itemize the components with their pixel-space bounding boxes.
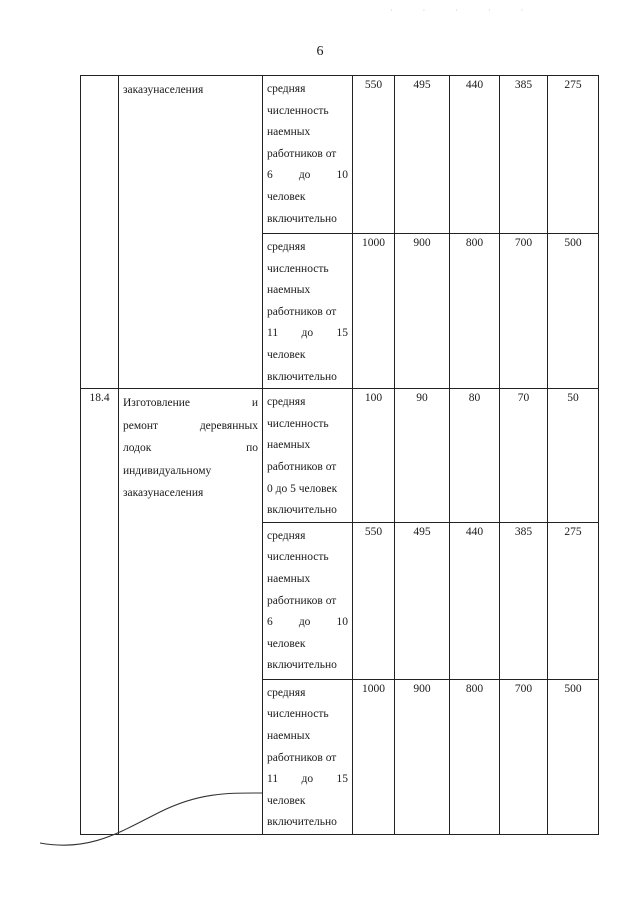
criterion-line: включительно <box>267 212 337 225</box>
coefficient-value: 50 <box>548 389 599 523</box>
criterion-line: средняя <box>267 529 306 542</box>
service-name-line: ремонт деревянных <box>123 419 258 432</box>
service-name <box>119 76 263 389</box>
table-body <box>81 76 599 835</box>
employee-count-criterion <box>263 679 353 834</box>
coefficient-value: 440 <box>450 522 500 679</box>
criterion-line: человек <box>267 348 306 361</box>
criterion-line: наемных <box>267 729 311 742</box>
criterion-line: работников от <box>267 594 337 607</box>
criterion-line: наемных <box>267 284 311 297</box>
criterion-line: работников от <box>267 460 337 473</box>
coefficient-value: 500 <box>548 679 599 834</box>
service-name <box>119 389 263 835</box>
item-number <box>81 76 119 389</box>
criterion-line: численность <box>267 262 329 275</box>
criterion-line: численность <box>267 708 329 721</box>
service-name-line: индивидуальному <box>123 464 212 477</box>
employee-count-criterion <box>263 76 353 234</box>
criterion-line: численность <box>267 104 329 117</box>
coefficient-value: 80 <box>450 389 500 523</box>
coefficient-value: 550 <box>353 522 395 679</box>
service-name-line: Изготовление и <box>123 397 258 410</box>
criterion-line: средняя <box>267 83 306 95</box>
criterion-line: наемных <box>267 439 311 452</box>
coefficient-value: 800 <box>450 679 500 834</box>
criterion-line: 0 до 5 человек <box>267 482 338 495</box>
employee-count-criterion <box>263 234 353 389</box>
coefficient-value: 90 <box>395 389 450 523</box>
item-number: 18.4 <box>81 389 119 835</box>
service-name-line: заказу населения <box>123 487 204 500</box>
coefficient-value: 700 <box>500 234 548 389</box>
criterion-line: включительно <box>267 659 337 672</box>
coefficient-value: 70 <box>500 389 548 523</box>
criterion-line: человек <box>267 190 306 203</box>
criterion-line: численность <box>267 417 329 430</box>
criterion-line: работников от <box>267 305 337 318</box>
criterion-line: численность <box>267 551 329 564</box>
coefficient-value: 275 <box>548 522 599 679</box>
criterion-line: 6 до 10 <box>267 169 348 182</box>
criterion-line: включительно <box>267 370 337 383</box>
criterion-line: включительно <box>267 504 337 517</box>
employee-count-criterion <box>263 389 353 523</box>
coefficient-value: 440 <box>450 76 500 234</box>
criterion-line: средняя <box>267 396 306 409</box>
criterion-line: средняя <box>267 241 306 253</box>
coefficient-value: 1000 <box>353 679 395 834</box>
coefficient-value: 550 <box>353 76 395 234</box>
criterion-line: 11 до 15 <box>267 327 348 340</box>
coefficient-value: 385 <box>500 76 548 234</box>
criterion-line: средняя <box>267 686 306 699</box>
page-number: 6 <box>316 44 324 59</box>
coefficient-value: 385 <box>500 522 548 679</box>
coefficient-value: 500 <box>548 234 599 389</box>
coefficient-value: 800 <box>450 234 500 389</box>
criterion-line: работников от <box>267 147 337 160</box>
table-row <box>81 76 599 234</box>
criterion-line: 6 до 10 <box>267 616 348 629</box>
criterion-line: человек <box>267 637 306 650</box>
criterion-line: работников от <box>267 751 337 764</box>
service-name-line: заказу населения <box>123 84 204 96</box>
coefficient-value: 100 <box>353 389 395 523</box>
criterion-line: включительно <box>267 816 337 829</box>
scan-marks: · · · · · <box>390 6 538 15</box>
coefficient-value: 495 <box>395 76 450 234</box>
coefficient-value: 275 <box>548 76 599 234</box>
coefficient-value: 700 <box>500 679 548 834</box>
criterion-line: 11 до 15 <box>267 773 348 786</box>
service-name-line: лодок по <box>123 442 258 455</box>
criterion-line: наемных <box>267 126 311 139</box>
coefficient-value: 495 <box>395 522 450 679</box>
tariff-table <box>80 75 599 835</box>
coefficient-value: 900 <box>395 679 450 834</box>
coefficient-value: 900 <box>395 234 450 389</box>
coefficient-value: 1000 <box>353 234 395 389</box>
table-row <box>81 389 599 523</box>
criterion-line: наемных <box>267 572 311 585</box>
employee-count-criterion <box>263 522 353 679</box>
criterion-line: человек <box>267 794 306 807</box>
